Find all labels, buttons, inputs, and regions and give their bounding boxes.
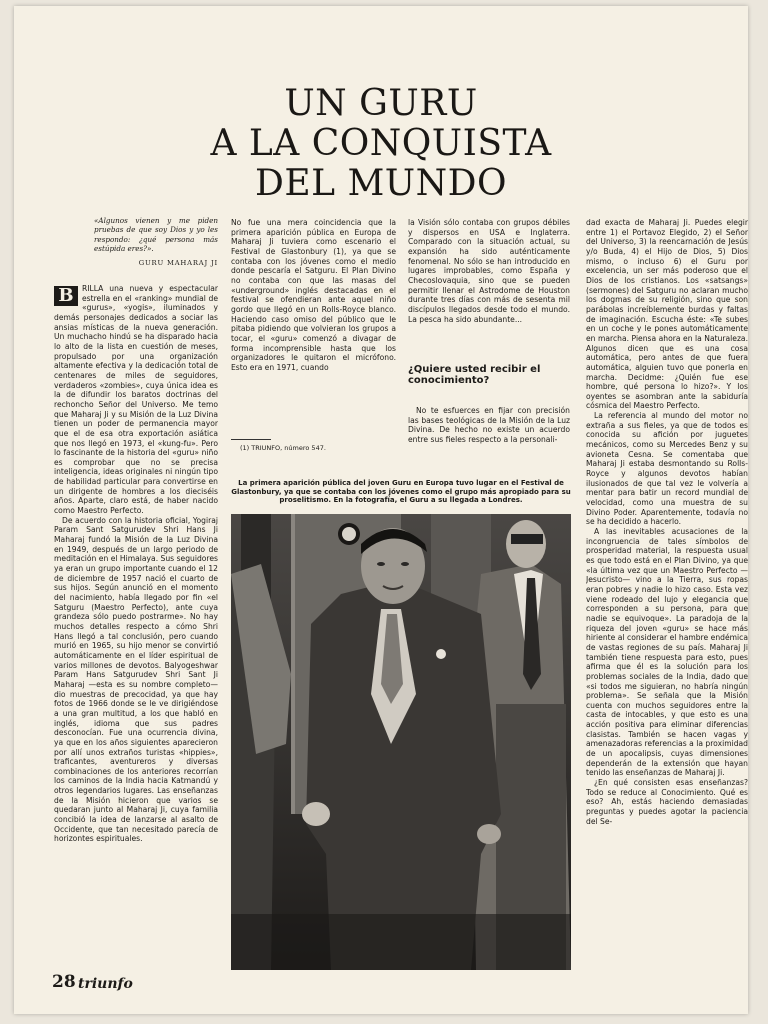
epigraph-author: GURU MAHARAJ JI <box>138 259 218 267</box>
paragraph: la Visión sólo contaba con grupos débiles y dispersos en USA e Inglaterra. Comparado con la situación actual, su expansión ha sido auténticamente fenomenal. No sólo se han introducido en lugares improbables, como España y Checoslovaquia, sino que se pueden permitir llenar el Astrodome de Houston durante tres días con más de sesenta mil discípulos llegados desde todo el mundo. La pesca ha sido abundante... <box>408 218 570 324</box>
paragraph: RILLA una nueva y espectacular estrella en el «ranking» mundial de «gurus», «yogis», iluminados y demás personajes dedicados a sociar las ansias místicas de la nueva generación. Un muchacho hindú se ha disparado hacia lo alto de la lista en cuestión de meses, propulsado por una organización altamente efectiva y la dedicación total de centenares de miles de seguidores, verdaderos «zombies», cuya única idea es la de difundir los baratos doctrinas del rechoncho Señor del Universo. Me temo que Maharaj Ji y su Misión de la Luz Divina tienen un poder de permanencia mayor que el de esa otra exportación asiática que nos llegó en 1973, el «kung-fu». Pero lo fascinante de la historia del «guru» niño es comprobar que no se precisa inteligencia, ideas originales ni ningún tipo de habilidad particular para convertirse en un dirigente de hombres a los dieciséis años. Aparte, claro está, de haber nacido como Maestro Perfecto. <box>54 284 218 516</box>
magazine-page <box>14 6 748 1014</box>
paragraph: La referencia al mundo del motor no extraña a sus fieles, ya que de todos es conocida su afición por juguetes mecánicos, como su Mercedes Benz y su avioneta Cesna. Se comentaba que Maharaj Ji estaba desmontando su Rolls-Royce y algunos devotos habían ilusionados de que tal vez le volvería a mentar para batir un record mundial de velocidad, como una muestra de su Divino Poder. Aparentemente, todavía no se ha decidido a hacerlo. <box>586 411 748 527</box>
paragraph: dad exacta de Maharaj Ji. Puedes elegir entre 1) el Portavoz Elegido, 2) el Señor del Universo, 3) la reencarnación de Jesús y/o Buda, 4) el Hijo de Dios, 5) Dios mismo, o incluso 6) el Guru por excelencia, un ser más poderoso que el Dios de los cristianos. Los «satsangs» (sermones) del Satguru no aclaran mucho los dogmas de su religión, sino que son parábolas increíblemente burdas y faltas de imaginación. Escucha éste: «Te subes en un coche y le pones automáticamente en marcha. Piensa ahora en la Naturaleza. Algunos dicen que es una cosa automática, pero antes de que fuera automática, alguien tuvo que ponerla en marcha. Decidme: ¿Quién fue ese hombre, qué persona lo hizo?». Y los oyentes se asombran ante la sabiduría cósmica del Maestro Perfecto. <box>586 218 748 411</box>
dropcap: B <box>54 286 78 306</box>
epigraph-quote: «Algunos vienen y me piden pruebas de que soy Dios y yo les respondo: ¿qué persona más estúpida eres?». <box>94 216 218 254</box>
article-column-3-continued <box>408 406 570 476</box>
subheading: ¿Quiere usted recibir el conocimiento? <box>408 364 541 386</box>
paragraph: De acuerdo con la historia oficial, Yogiraj Param Sant Satgurudev Shri Hans Ji Maharaj fundó la Misión de la Luz Divina en 1949, después de un largo periodo de meditación en el Himalaya. Sus seguidores ya eran un grupo importante cuando el 12 de diciembre de 1957 nació el cuarto de sus hijos. Según anunció en el momento del nacimiento, había llegado por fin «el Satguru (Maestro Perfecto), ante cuya grandeza sólo puedo postrarme». No hay muchos detalles respecto a cómo Shri Hans llegó a tal conclusión, pero cuando murió en 1965, su hijo menor se convirtió automáticamente en el líder espiritual de varios millones de devotos. Balyogeshwar Param Hans Satgurudev Shri Sant Ji Maharaj —esta es su nombre completo— dio muestras de precocidad, ya que hay fotos de 1966 donde se le ve dirigiéndose a una gran multitud, a los que habló en inglés, idioma que sus padres desconocían. Fue una ocurrencia divina, ya que en los años siguientes aparecieron por allí unos extraños turistas «hippies», traficantes, aventureros y diversas combinaciones de los anteriores recorrían los caminos de la India hacia Katmandú y otros legendarios lugares. Las enseñanzas de la Misión hicieron que varios se quedaran junto al Maharaj Ji, cuya familia concibió la idea de lanzarse al asalto de Occidente, que tan necesitado parecía de horizontes espirituales. <box>54 515 218 844</box>
page-number: 28 <box>52 972 76 992</box>
paragraph: A las inevitables acusaciones de la incongruencia de tales símbolos de prosperidad material, la respuesta usual es que todo está en el Plan Divino, ya que «la última vez que un Maestro Perfecto —Jesucristo— vino a la Tierra, sus ropas eran pobres y nadie lo hizo caso. Esta vez viene rodeado del lujo y elegancia que corresponden a su persona, para que nadie se equivoque». La paradoja de la riqueza del joven «guru» se hace más hiriente al considerar el hambre endémica de vastas regiones de su país. Maharaj Ji también tiene respuesta para esto, pues afirma que él es la solución para los problemas sociales de la India, dado que «si todos me siguieran, no habría ningún problema». Se señala que la Misión cuenta con muchos seguidores entre la casta de intocables, y que esto es una acción positiva para eliminar diferencias clasistas. También se hacen vagas y amenazadoras referencias a la proximidad de un apocalipsis, cuyas dimensiones dependerán de la extensión que hayan tenido las enseñanzas de Maharaj Ji. <box>586 527 748 778</box>
headline-line-3: DEL MUNDO <box>254 163 508 204</box>
photo-illustration <box>231 514 571 970</box>
paragraph: ¿En qué consisten esas enseñanzas? Todo se reduce al Conocimiento. Qué es eso? Ah, estás haciendo demasiadas preguntas y puedes agotar la paciencia del Se- <box>586 778 748 826</box>
article-column-1 <box>54 284 218 972</box>
article-column-3 <box>408 218 570 358</box>
footnote: (1) TRIUNFO, número 547. <box>240 444 326 452</box>
headline-line-1: UN GURU <box>284 83 478 124</box>
guru-photograph <box>231 514 571 970</box>
footnote-rule <box>231 439 271 440</box>
paragraph: No fue una mera coincidencia que la primera aparición pública en Europa de Maharaj Ji tuviera como escenario el Festival de Glastonbury (1), ya que se contaba con los jóvenes como el medio donde pescaría el Satguru. El Plan Divino no contaba con que las masas del «underground» inglés destacadas en el festival se ofendieran ante aquel niño gordo que llegó en un Rolls-Royce blanco. Haciendo caso omiso del público que le pitaba pidiendo que volvieran los grupos a tocar, el «guru» comenzó a divagar de forma incomprensible hasta que los organizadores le quitaron el micrófono. Esto era en 1971, cuando <box>231 218 396 372</box>
article-column-2 <box>231 218 396 430</box>
headline-line-2: A LA CONQUISTA <box>210 123 552 164</box>
paragraph: No te esfuerces en fijar con precisión las bases teológicas de la Misión de la Luz Divina. De hecho no existe un acuerdo entre sus fieles respecto a la personali- <box>408 406 570 444</box>
photo-caption: La primera aparición pública del joven Guru en Europa tuvo lugar en el Festival de Glastonbury, ya que se contaba con los jóvenes como el grupo más apropiado para su proselitismo. En la fotografía, el Guru a su llegada a Londres. <box>231 479 571 505</box>
article-column-4 <box>586 218 748 974</box>
magazine-logo: triunfo <box>78 976 133 992</box>
